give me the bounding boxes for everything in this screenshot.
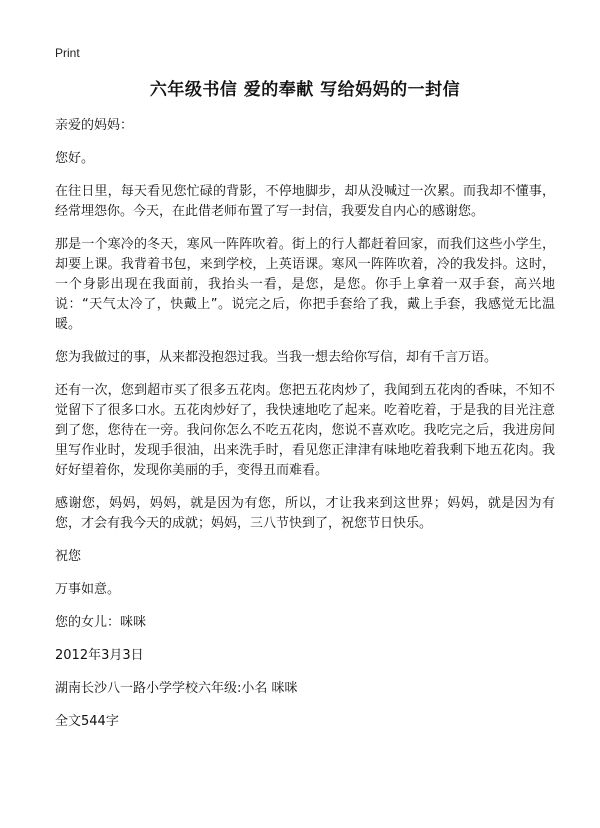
paragraph-winter-story: 那是一个寒冷的冬天，寒风一阵阵吹着。街上的行人都赶着回家，而我们这些小学生，却要上课。我背着书包，来到学校，上英语课。寒风一阵阵吹着，冷的我发抖。这时，一个身影出现在我面前，我抬头一看，是您，是您。你手上拿着一双手套，高兴地说：“天气太冷了，快戴上”。说完之后，你把手套给了我，戴上手套，我感觉无比温暖。 bbox=[55, 237, 555, 332]
paragraph-reflection: 您为我做过的事，从来都没抱怨过我。当我一想去给你写信，却有千言万语。 bbox=[55, 350, 498, 365]
word-count: 全文544字 bbox=[55, 714, 119, 729]
closing-blessing: 万事如意。 bbox=[55, 582, 121, 597]
paragraph-intro: 在往日里，每天看见您忙碌的背影，不停地脚步，却从没喊过一次累。而我却不懂事，经常埋怨你。今天，在此借老师布置了写一封信，我要发自内心的感谢您。 bbox=[55, 184, 555, 219]
salutation: 亲爱的妈妈： bbox=[55, 118, 134, 133]
document-title: 六年级书信 爱的奉献 写给妈妈的一封信 bbox=[149, 80, 461, 100]
letter-document bbox=[55, 78, 555, 745]
signature: 您的女儿：咪咪 bbox=[55, 615, 147, 630]
author-school: 湖南长沙八一路小学学校六年级:小名 咪咪 bbox=[55, 681, 298, 696]
closing-wish: 祝您 bbox=[55, 549, 82, 564]
paragraph-pork-story: 还有一次，您到超市买了很多五花肉。您把五花肉炒了，我闻到五花肉的香味，不知不觉留下了很多口水。五花肉炒好了，我快速地吃了起来。吃着吃着，于是我的目光注意到了您，您待在一旁。我问你怎么不吃五花肉，您说不喜欢吃。我吃完之后，我进房间里写作业时，发现手很油，出来洗手时，看见您正津津有味地吃着我剩下地五花肉。我好好望着你，发现你美丽的手，变得丑而难看。 bbox=[55, 383, 555, 478]
letter-date: 2012年3月3日 bbox=[55, 648, 144, 663]
print-link[interactable]: Print bbox=[55, 46, 80, 60]
paragraph-thanks: 感谢您，妈妈，妈妈，就是因为有您，所以，才让我来到这世界；妈妈，就是因为有您，才会有我今天的成就；妈妈，三八节快到了，祝您节日快乐。 bbox=[55, 496, 555, 531]
greeting: 您好。 bbox=[55, 151, 95, 166]
